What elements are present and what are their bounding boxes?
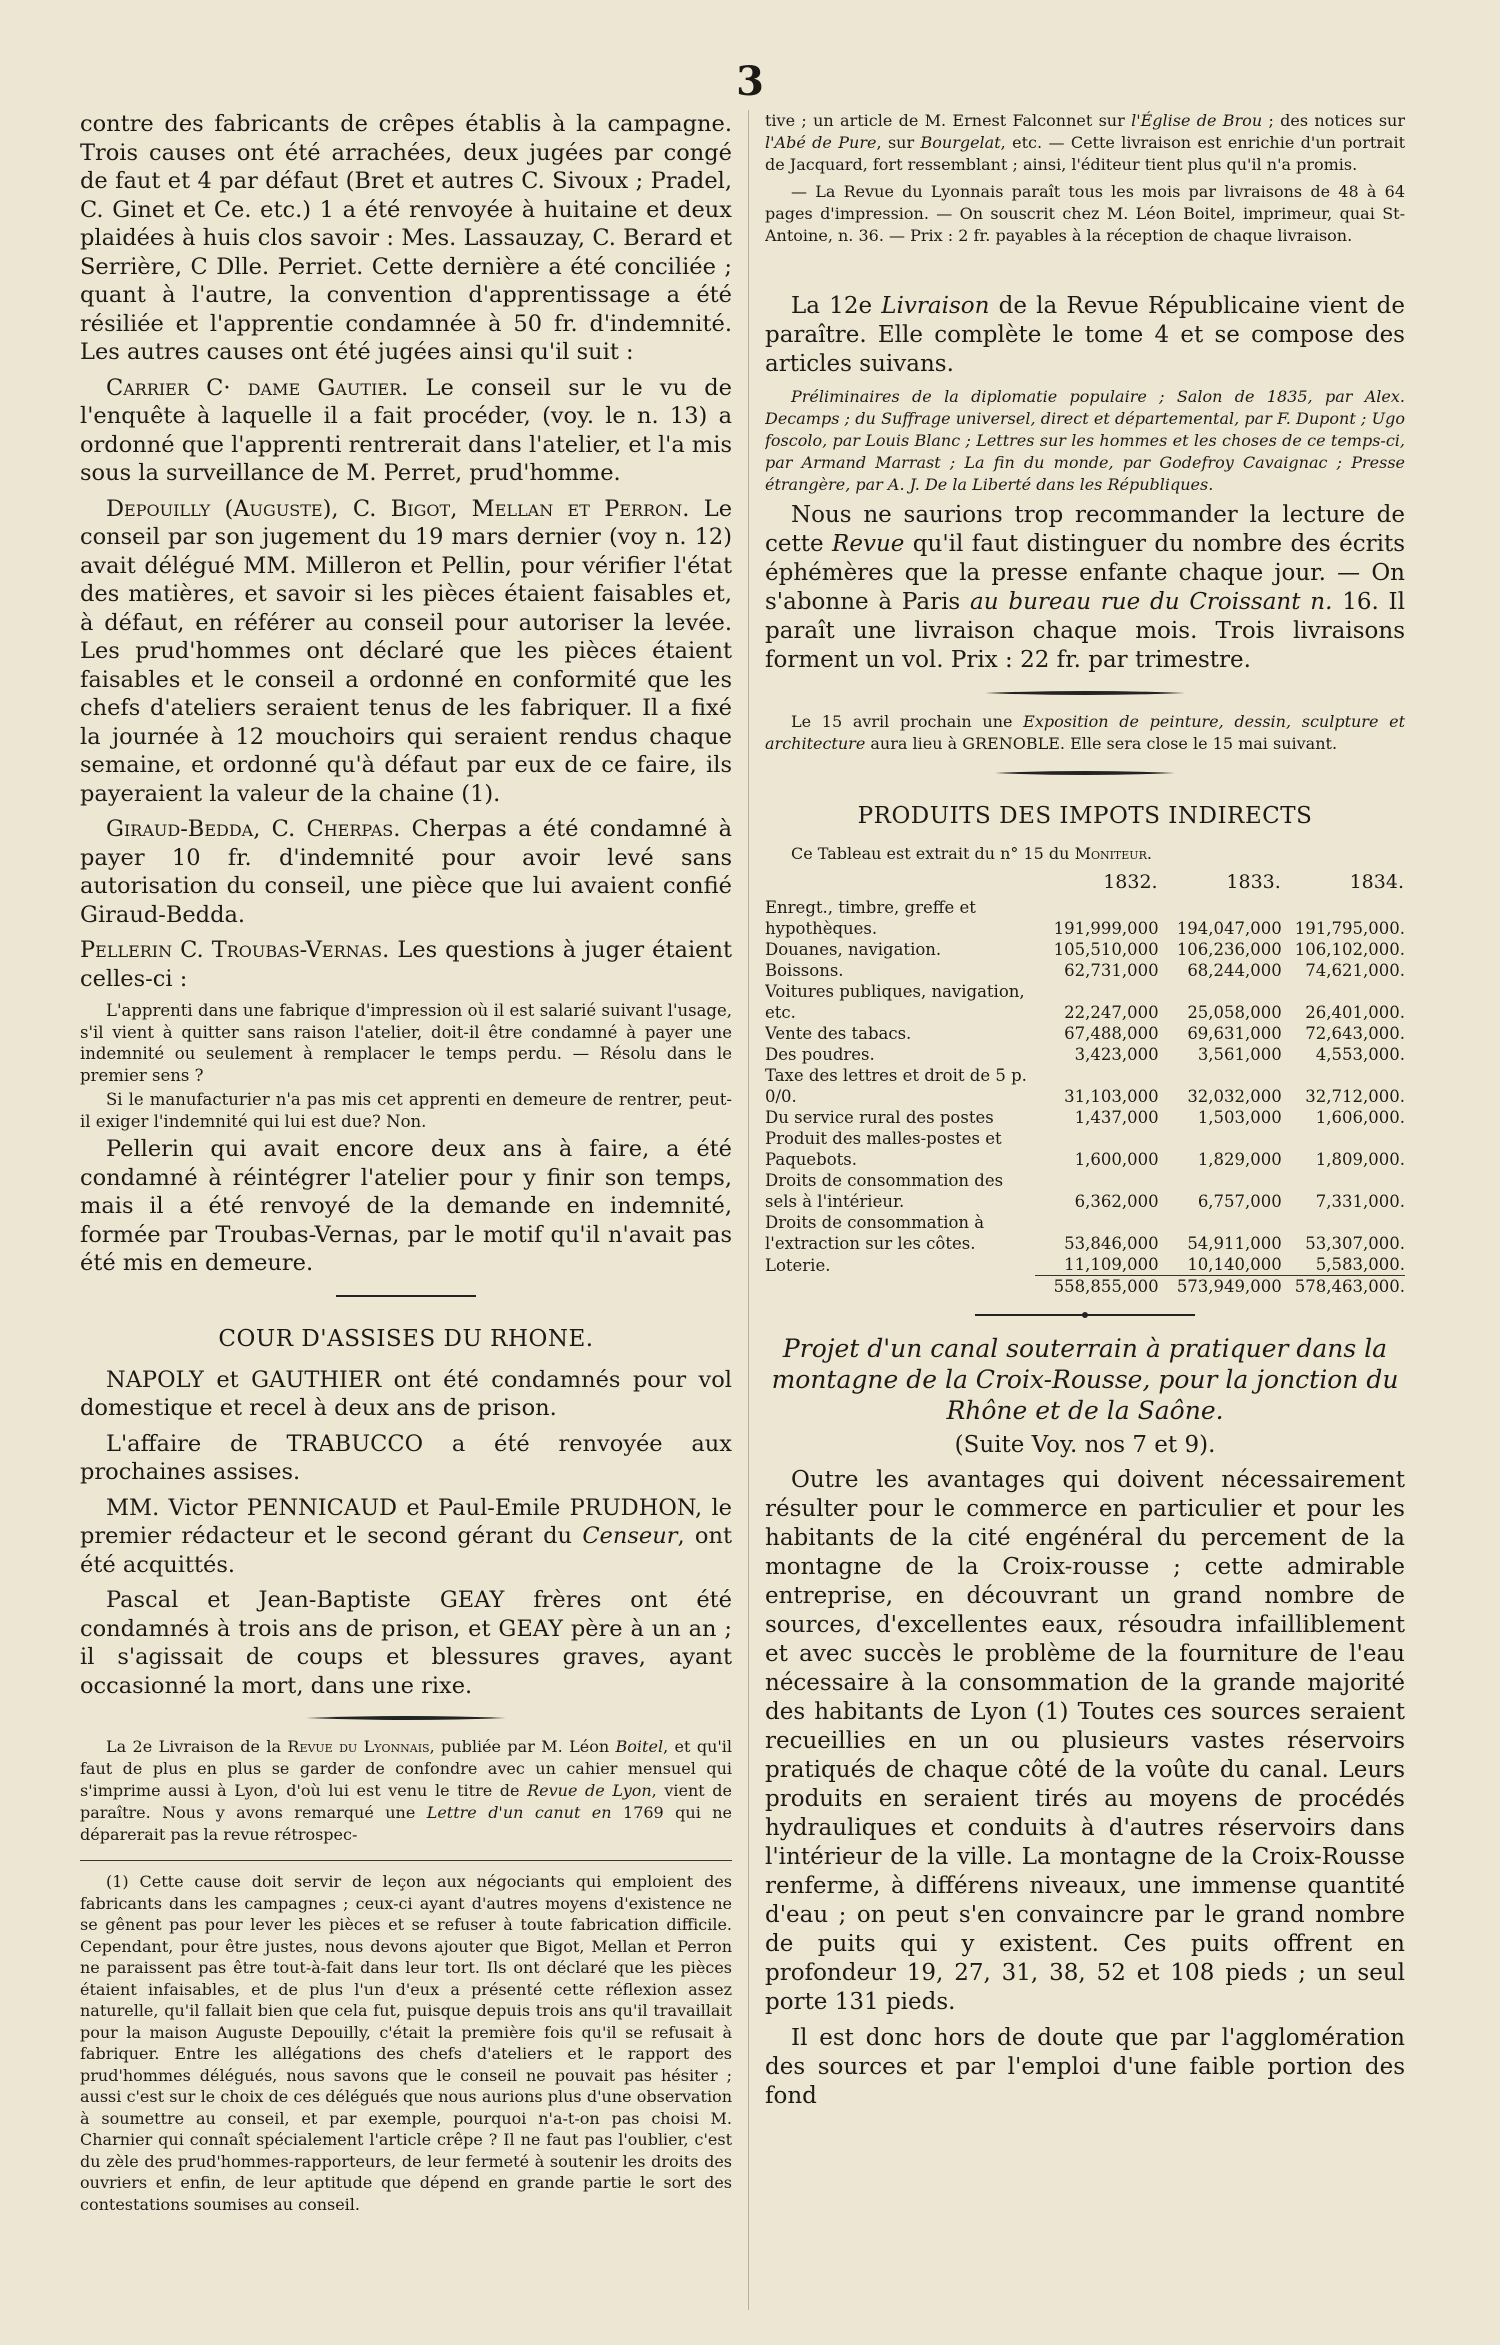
impots-table bbox=[765, 870, 1405, 1297]
impots-row-value: 6,757,000 bbox=[1197, 1192, 1282, 1211]
total-1833: 573,949,000 bbox=[1159, 1276, 1282, 1298]
expo-a: Le 15 avril prochain une bbox=[791, 712, 1024, 731]
impots-row bbox=[765, 1170, 1405, 1212]
case-pellerin-title: Pellerin C. Troubas-Vernas. bbox=[80, 937, 390, 963]
impots-row-label: Vente des tabacs. bbox=[765, 1024, 912, 1043]
spacer bbox=[765, 252, 1405, 292]
impots-row bbox=[765, 1254, 1405, 1276]
impots-row bbox=[765, 939, 1405, 960]
impots-row-value: 69,631,000 bbox=[1187, 1024, 1282, 1043]
impots-row-value: 191,795,000. bbox=[1294, 919, 1405, 938]
impots-row-value: 5,583,000. bbox=[1315, 1255, 1405, 1274]
impots-row bbox=[765, 981, 1405, 1023]
column-divider bbox=[748, 110, 749, 2310]
impots-row-value: 54,911,000 bbox=[1187, 1234, 1282, 1253]
impots-row-value: 3,561,000 bbox=[1197, 1045, 1282, 1064]
impots-row-value: 106,236,000 bbox=[1176, 940, 1282, 959]
l2-d: Boitel bbox=[615, 1737, 664, 1756]
l2-h: Lettre d'un canut en bbox=[426, 1803, 612, 1822]
impots-intro bbox=[765, 843, 1405, 865]
impots-row-label: Loterie. bbox=[765, 1255, 831, 1275]
impots-row-label: Droits de consommation des sels à l'intérieur. bbox=[765, 1171, 1004, 1211]
l2-f: Revue de Lyon bbox=[527, 1781, 652, 1800]
impots-row-label: Taxe des lettres et droit de 5 p. 0/0. bbox=[765, 1066, 1027, 1106]
r1-c: ; des notices sur bbox=[1262, 111, 1405, 130]
separator-ornament bbox=[306, 1714, 506, 1722]
case-giraud-text: Cherpas a été condamné à payer 10 fr. d'indemnité pour avoir levé sans autorisation du conseil, une pièce que lui avaient confié Giraud-Bedda. bbox=[80, 816, 732, 928]
year-1832: 1832. bbox=[1103, 871, 1158, 893]
footnote-rule bbox=[80, 1860, 732, 1861]
impots-row-value: 1,829,000 bbox=[1197, 1150, 1282, 1169]
total-1832: 558,855,000 bbox=[1035, 1276, 1158, 1298]
impots-row-value: 32,032,000 bbox=[1187, 1087, 1282, 1106]
right-column bbox=[765, 110, 1405, 2118]
impots-row-label: Droits de consommation à l'extraction sur les côtes. bbox=[765, 1213, 985, 1253]
impots-row-value: 53,846,000 bbox=[1064, 1234, 1159, 1253]
impots-row-value: 25,058,000 bbox=[1187, 1003, 1282, 1022]
revue-lyonnais-continued bbox=[765, 110, 1405, 176]
l2-b: Revue du Lyonnais bbox=[287, 1737, 430, 1756]
impots-intro-b: Moniteur. bbox=[1074, 844, 1152, 863]
impots-row-value: 105,510,000 bbox=[1053, 940, 1159, 959]
case-pellerin bbox=[80, 936, 732, 993]
impots-row-value: 106,102,000. bbox=[1294, 940, 1405, 959]
censeur-journal-name: Censeur bbox=[582, 1523, 678, 1549]
impots-row-value: 1,606,000. bbox=[1315, 1108, 1405, 1127]
rec-b: Revue bbox=[832, 531, 905, 557]
impots-row-value: 4,553,000. bbox=[1315, 1045, 1405, 1064]
canal-paragraph-2: Il est donc hors de doute que par l'agglomération des sources et par l'emploi d'une faible portion des fond bbox=[765, 2025, 1405, 2109]
prudhommes-intro: contre des fabricants de crêpes établis à la campagne. Trois causes ont été arrachées, deux jugées par congé de faut et 4 par défaut (Bret et autres C. Sivoux ; Pradel, C. Ginet et Ce. etc.) 1 a été renvoyée à huitaine et deux plaidées à huis clos savoir : Mes. Lassauzay, C. Berard et Serrière, C Dlle. Perriet. Cette dernière a été conciliée ; quant à l'autre, la convention d'apprentissage a été résiliée et l'apprentie condamnée à 50 fr. d'indemnité. Les autres causes ont été jugées ainsi qu'il suit : bbox=[80, 111, 732, 365]
impots-row bbox=[765, 897, 1405, 939]
impots-row-value: 11,109,000 bbox=[1064, 1255, 1159, 1274]
impots-row-value: 194,047,000 bbox=[1176, 919, 1282, 938]
rep-a: La 12e bbox=[791, 293, 882, 319]
impots-title: PRODUITS DES IMPOTS INDIRECTS bbox=[857, 803, 1313, 829]
impots-row-label: Du service rural des postes bbox=[765, 1108, 994, 1127]
case-carrier-title: Carrier C· dame Gautier. bbox=[106, 374, 409, 401]
canal-paragraph-1: Outre les avantages qui doivent nécessairement résulter pour le commerce en particulier et pour les habitants de la cité engénéral du percement de la montagne de la Croix-rousse ; cette admirable entreprise, en découvrant un grand nombre de sources, d'excellentes eaux, résoudra infailliblement et avec succès le problème de la fourniture de l'eau nécessaire à la consommation de la grande majorité des habitants de Lyon (1) Toutes ces sources seraient recueillies en un ou plusieurs vastes réservoirs pratiqués de chaque côté de la voûte du canal. Leurs produits en seraient tirés au moyens de procédés hydrauliques et conduits à d'autres réservoirs dans l'intérieur de la ville. La montagne de la Croix-Rousse renferme, à différens niveaux, une immense quantité d'eau ; on peut s'en convaincre par le grand nombre de puits qui y existent. Ces puits offrent en profondeur 19, 27, 31, 38, 52 et 108 pieds ; un seul porte 131 pieds. bbox=[765, 1467, 1405, 2015]
case-depouilly-text: Le conseil par son jugement du 19 mars dernier (voy n. 12) avait délégué MM. Milleron et Pellin, pour vérifier l'état des matières, et savoir si les pièces étaient faisables et, à défaut, en référer au conseil pour autoriser la levée. Les prud'hommes ont déclaré que les pièces étaient faisables et le conseil a ordonné en conformité que les chefs d'ateliers seraient tenus de les fabriquer. Il a fixé la journée à 12 mouchoirs qui seraient rendus chaque semaine, et ordonné qu'à défaut par eux de ce faire, ils payeraient la valeur de la chaine (1). bbox=[80, 495, 732, 807]
case-depouilly bbox=[80, 495, 732, 809]
revue-republicaine-recommend bbox=[765, 501, 1405, 675]
impots-header-row bbox=[765, 870, 1405, 897]
impots-row-value: 1,809,000. bbox=[1315, 1150, 1405, 1169]
revue-republicaine-note bbox=[765, 292, 1405, 379]
l2-e: , et qu'il faut de plus en plus se garder de confondre avec un cahier mensuel qui s'imprime aussi à Lyon, d'où lui est venu le titre de bbox=[80, 1737, 732, 1800]
r1-b: l'Église de Brou bbox=[1131, 111, 1263, 130]
impots-row-value: 22,247,000 bbox=[1064, 1003, 1159, 1022]
question-2: Si le manufacturier n'a pas mis cet apprenti en demeure de rentrer, peut-il exiger l'indemnité qui lui est due? Non. bbox=[80, 1090, 732, 1131]
year-1833: 1833. bbox=[1226, 871, 1281, 893]
page-number: 3 bbox=[736, 58, 764, 105]
rec-a: Nous ne saurions trop recommander la lecture de cette bbox=[765, 502, 1405, 557]
revue-lyonnais-subscribe: — La Revue du Lyonnais paraît tous les mois par livraisons de 48 à 64 pages d'impression. — On souscrit chez M. Léon Boitel, imprimeur, quai St-Antoine, n. 36. — Prix : 2 fr. payables à la réception de chaque livraison. bbox=[765, 182, 1405, 245]
rep-b: Livraison bbox=[881, 293, 990, 319]
impots-row-value: 68,244,000 bbox=[1187, 961, 1282, 980]
impots-row-label: Voitures publiques, navigation, etc. bbox=[765, 982, 1025, 1022]
impots-row bbox=[765, 1044, 1405, 1065]
expo-b: Exposition de peinture, dessin, sculpture et architecture bbox=[765, 712, 1405, 753]
r1-g: , etc. — Cette livraison est enrichie d'un portrait de Jacquard, fort ressemblant ; ainsi, l'éditeur tient plus qu'il n'a promis. bbox=[765, 133, 1405, 174]
case-depouilly-title: Depouilly (Auguste), C. Bigot, Mellan et Perron. bbox=[106, 495, 690, 522]
r1-f: Bourgelat bbox=[920, 133, 1001, 152]
assises-trabucco: L'affaire de TRABUCCO a été renvoyée aux prochaines assises. bbox=[80, 1430, 732, 1485]
impots-row bbox=[765, 1128, 1405, 1170]
l2-g: , vient de paraître. Nous y avons remarqué une bbox=[80, 1781, 732, 1822]
assises-censeur-a: MM. Victor PENNICAUD et Paul-Emile PRUDHON, le premier rédacteur et le second gérant du bbox=[80, 1494, 732, 1549]
impots-row-label: Enregt., timbre, greffe et hypothèques. bbox=[765, 898, 976, 938]
assises-geay: Pascal et Jean-Baptiste GEAY frères ont été condamnés à trois ans de prison, et GEAY père à un an ; il s'agissait de coups et blessures graves, ayant occasionné la mort, dans une rixe. bbox=[80, 1587, 732, 1699]
rec-c: qu'il faut distinguer du nombre des écrits éphémères que la presse enfante chaque jour. — On s'abonne à Paris bbox=[765, 531, 1405, 615]
impots-row-value: 72,643,000. bbox=[1305, 1024, 1405, 1043]
impots-row-label: Douanes, navigation. bbox=[765, 940, 942, 959]
separator-ornament bbox=[336, 1292, 476, 1300]
impots-row-label: Boissons. bbox=[765, 961, 844, 980]
impots-row-value: 62,731,000 bbox=[1064, 961, 1159, 980]
impots-row-value: 31,103,000 bbox=[1064, 1087, 1159, 1106]
r1-a: tive ; un article de M. Ernest Falconnet sur bbox=[765, 111, 1132, 130]
separator-ornament bbox=[985, 689, 1185, 697]
impots-row-value: 1,437,000 bbox=[1074, 1108, 1159, 1127]
canal-suite: (Suite Voy. nos 7 et 9). bbox=[954, 1432, 1216, 1458]
case-carrier-text: Le conseil sur le vu de l'enquête à laquelle il a fait procéder, (voy. le n. 13) a ordonné que l'apprenti rentrerait dans l'atelier, et l'a mis sous la surveillance de M. Perret, prud'homme. bbox=[80, 374, 732, 486]
r1-d: l'Abé de Pure bbox=[765, 133, 877, 152]
impots-row-value: 74,621,000. bbox=[1305, 961, 1405, 980]
cour-assises-title: COUR D'ASSISES DU RHONE. bbox=[218, 1325, 594, 1352]
impots-row-value: 53,307,000. bbox=[1305, 1234, 1405, 1253]
impots-row-value: 191,999,000 bbox=[1053, 919, 1159, 938]
left-column bbox=[80, 110, 732, 2215]
l2-a: La 2e Livraison de la bbox=[106, 1737, 288, 1756]
separator-ornament bbox=[975, 1311, 1195, 1319]
question-1: L'apprenti dans une fabrique d'impression où il est salarié suivant l'usage, s'il vient à quitter sans raison l'atelier, doit-il être condamné à payer une indemnité ou seulement à remplacer le temps perdu. — Résolu dans le premier sens ? bbox=[80, 1001, 732, 1085]
rep-c: de la Revue Républicaine vient de paraître. Elle complète le tome 4 et se compose des articles suivans. bbox=[765, 293, 1405, 377]
year-1834: 1834. bbox=[1349, 871, 1404, 893]
impots-row-value: 6,362,000 bbox=[1074, 1192, 1159, 1211]
impots-row-value: 26,401,000. bbox=[1305, 1003, 1405, 1022]
impots-row bbox=[765, 1212, 1405, 1254]
impots-row-label: Des poudres. bbox=[765, 1045, 875, 1064]
revue-republicaine-contents: Préliminaires de la diplomatie populaire ; Salon de 1835, par Alex. Decamps ; du Suffrage universel, direct et départemental, par F. Dupont ; Ugo foscolo, par Louis Blanc ; Lettres sur les hommes et les choses de ce temps-ci, par Armand Marrast ; La fin du monde, par Godefroy Cavaignac ; Presse étrangère, par A. J. De la Liberté dans les Républiques. bbox=[765, 387, 1405, 494]
impots-row bbox=[765, 1065, 1405, 1107]
case-carrier bbox=[80, 374, 732, 488]
canal-title: Projet d'un canal souterrain à pratiquer dans la montagne de la Croix-Rousse, pour la jonction du Rhône et de la Saône. bbox=[771, 1334, 1399, 1425]
impots-row-value: 3,423,000 bbox=[1074, 1045, 1159, 1064]
l2-i: 1769 qui ne déparerait pas la revue rétrospec- bbox=[80, 1803, 732, 1844]
impots-row bbox=[765, 1107, 1405, 1128]
impots-row-value: 67,488,000 bbox=[1064, 1024, 1159, 1043]
exposition-grenoble bbox=[765, 711, 1405, 755]
case-giraud-title: Giraud-Bedda, C. Cherpas. bbox=[106, 816, 401, 842]
impots-row bbox=[765, 1023, 1405, 1044]
impots-row-value: 32,712,000. bbox=[1305, 1087, 1405, 1106]
assises-napoly: NAPOLY et GAUTHIER ont été condamnés pour vol domestique et recel à deux ans de prison. bbox=[80, 1366, 732, 1421]
total-1834: 578,463,000. bbox=[1282, 1276, 1405, 1298]
footnote-1: (1) Cette cause doit servir de leçon aux négociants qui emploient des fabricants dans les campagnes ; ceux-ci ayant d'autres moyens d'existence ne se gênent pas pour lever les pièces et se refuser à toute fabrication difficile. Cependant, pour être justes, nous devons ajouter que Bigot, Mellan et Perron ne paraissent pas être tout-à-fait dans leur tort. Ils ont déclaré que les pièces étaient infaisables, et de plus l'un d'eux a présenté cette réflexion assez naturelle, qu'il fallait bien que cela fut, puisque depuis trois ans qu'il travaillait pour la maison Auguste Depouilly, c'était la première fois qu'il se refusait à fabriquer. Entre les allégations des chefs d'ateliers et le rapport des prud'hommes délégués, nous savons que le conseil ne pouvait pas hésiter ; aussi c'est sur le choix de ces délégués que nous aurions plus d'une observation à soumettre au conseil, et par exemple, pourquoi n'a-t-on pas choisi M. Charnier qui connaît spécialement l'article crêpe ? Il ne faut pas l'oublier, c'est du zèle des prud'hommes-rapporteurs, de leur fermeté à soutenir les droits des ouvriers et enfin, de leur aptitude que dépend en grande partie le sort des contestations soumises au conseil. bbox=[80, 1872, 732, 2214]
case-giraud bbox=[80, 815, 732, 929]
case-pellerin-text: Les questions à juger étaient celles-ci : bbox=[80, 937, 732, 992]
impots-total-row bbox=[765, 1276, 1405, 1298]
impots-row-value: 1,503,000 bbox=[1197, 1108, 1282, 1127]
separator-ornament bbox=[995, 769, 1175, 777]
impots-row-value: 10,140,000 bbox=[1187, 1255, 1282, 1274]
expo-c: aura lieu à GRENOBLE. Elle sera close le 15 mai suivant. bbox=[865, 734, 1338, 753]
revue-lyonnais-note bbox=[80, 1736, 732, 1846]
impots-row bbox=[765, 960, 1405, 981]
r1-e: , sur bbox=[876, 133, 921, 152]
assises-censeur bbox=[80, 1494, 732, 1580]
impots-row-value: 1,600,000 bbox=[1074, 1150, 1159, 1169]
rec-d: au bureau rue du Croissant n. bbox=[970, 589, 1333, 615]
rec-e: 16. Il paraît une livraison chaque mois. Trois livraisons forment un vol. Prix : 22 fr. par trimestre. bbox=[765, 589, 1405, 673]
impots-row-value: 7,331,000. bbox=[1315, 1192, 1405, 1211]
assises-censeur-c: , ont été acquittés. bbox=[80, 1523, 732, 1578]
impots-row-label: Produit des malles-postes et Paquebots. bbox=[765, 1129, 1002, 1169]
case-pellerin-ruling: Pellerin qui avait encore deux ans à faire, a été condamné à réintégrer l'atelier pour y finir son temps, mais il a été renvoyé de la demande en indemnité, formée par Troubas-Vernas, par le motif qu'il n'avait pas été mis en demeure. bbox=[80, 1136, 732, 1276]
impots-intro-a: Ce Tableau est extrait du n° 15 du bbox=[791, 844, 1075, 863]
l2-c: , publiée par M. Léon bbox=[429, 1737, 616, 1756]
